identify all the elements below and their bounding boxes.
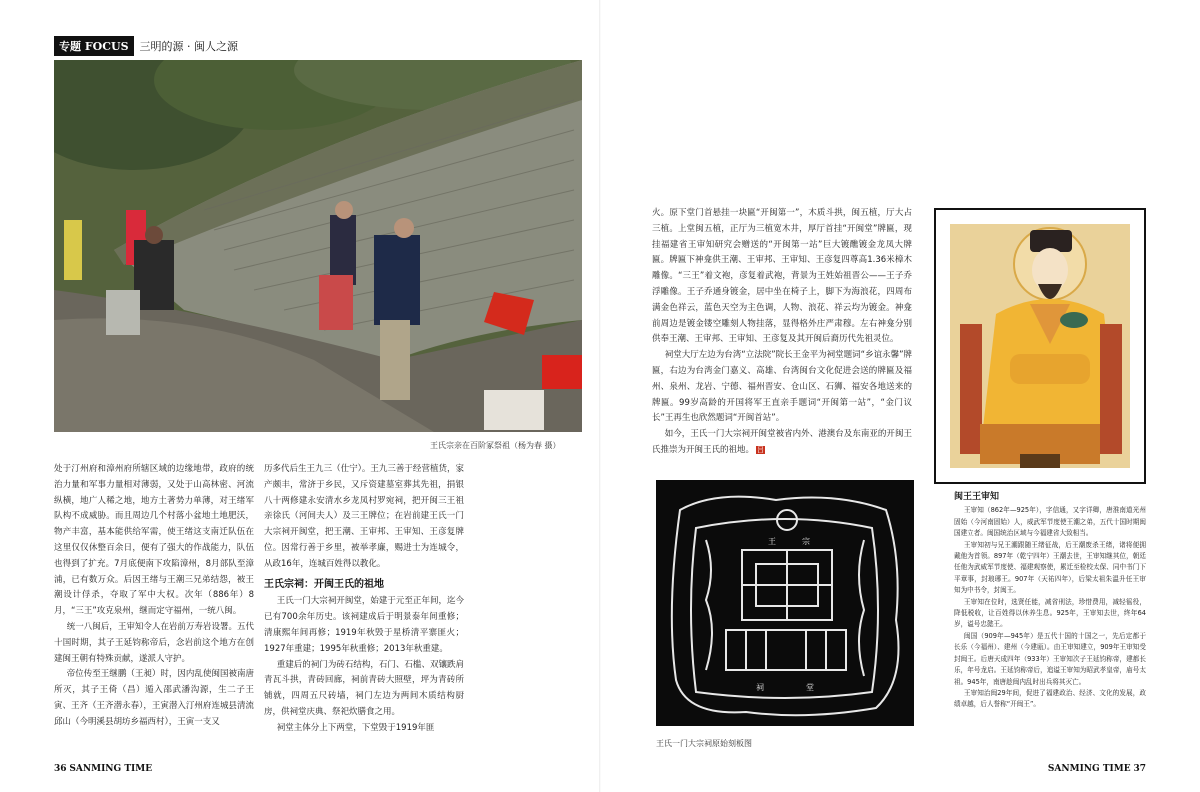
text-column-1: [54, 462, 254, 731]
ancestral-hall-woodblock-diagram: [656, 480, 914, 726]
footer-right: [1048, 764, 1146, 774]
ancestor-worship-photo: [54, 60, 582, 432]
header-title: 三明的源 · 闽人之源: [139, 40, 239, 53]
bio-paragraph: 王审知治闽29年间，促进了福建政治、经济、文化的发展，政绩卓越，后人誉称“开闽王”。: [954, 688, 1146, 709]
biography-box: [954, 492, 1146, 711]
magazine-name-left: SANMING TIME: [69, 764, 153, 774]
paragraph: 重建后的祠门为砖石结构，石门、石槛、双镶跌肩青瓦斗拱，青砖回廊，祠前青砖大照壁，坪为青砖所铺就，四周五尺砖墙，祠门左边为两间木质结构厨房，供祠堂庆典、祭祀炊膳食之用。: [264, 659, 464, 717]
paragraph: 帝位传至王继鹏（王昶）时，因内乱使闽国被南唐所灭，其子王倚（昌）遁入邵武潘沟源，生二子王寅、王齐（王齐潜永春），王寅潜入汀州府连城县清流邱山（今明溪县胡坊乡福西村），王寅一支又: [54, 669, 254, 727]
svg-text:宗: 宗: [802, 537, 810, 546]
photo-caption: 王氏宗亲在百阶冢祭祖（杨为春 摄）: [430, 441, 561, 450]
text-column-3: [652, 206, 912, 459]
paragraph: [652, 427, 912, 459]
paragraph-text: 如今，王氏一门大宗祠开闽堂被省内外、港澳台及东南亚的开闽王氏推崇为开闽王氏的祖地。: [652, 429, 912, 455]
paragraph: 祠堂主体分上下两堂，下堂毁于1919年匪: [276, 722, 435, 733]
bio-paragraph: 王审知（862年—925年），字信通，又字详卿，唐淮南道光州固始（今河南固始）人，威武军节度使王潮之弟，五代十国时期闽国建立者。闽国统治区域与今福建省大致相当。: [954, 506, 1146, 538]
header-tag: 专题 FOCUS: [54, 36, 134, 56]
paragraph: 王氏一门大宗祠开闽堂，始建于元至正年间，迄今已有700余年历史。该祠建成后于明景泰年间重修；清康熙年间再修；1919年秋毁于星桥清平寨匪火；1927年重建；1995年秋重修；2013年秋重建。: [264, 596, 464, 654]
biography-title: 闽王王审知: [954, 492, 1000, 502]
page-number-right: 37: [1133, 764, 1146, 774]
section-header: [54, 36, 238, 56]
paragraph: 历多代后生王九三（仕宁）。王九三善于经营植货，家产颇丰，常济于乡民，又斥资建墓室葬其先祖，捐银八十两修建永安清水乡龙凤村罗宛祠，把开闽三王祖亲徐氏（河间夫人）及三王牌位；在岩前建王氏一门大宗祠开闽堂，把王潮、王审邦、王审知、王彦复牌位。因常行善于乡里，被举孝廉，赐进士为连城令，从政16年，连城百姓得以教化。: [264, 464, 464, 569]
portrait-frame: [934, 208, 1146, 484]
paragraph: 祠堂大厅左边为台湾“立法院”院长王金平为祠堂题词“乡谊永馨”牌匾，右边为台湾金门嘉义、高雄、台湾闽台文化促进会送的牌匾及福州、泉州、龙岩、宁德、福州晋安、仓山区、石狮、福安各地送来的牌匾。99岁高龄的开国将军王直亲手题词“开闽第一站”，“金门议长”王再生也欣然题词“开闽首站”。: [652, 350, 912, 424]
king-portrait-image: [950, 224, 1130, 468]
section-heading: 王氏宗祠：开闽王氏的祖地: [264, 578, 384, 590]
svg-text:堂: 堂: [806, 683, 814, 692]
paragraph: 火。原下堂门首悬挂一块匾“开闽第一”，木质斗拱，闽五植，厅大占三植。上堂闽五植，正厅为三植宽木井，厚厅首挂“开闽堂”牌匾，现挂福建省王审知研究会赠送的“开闽第一站”巨大镀醮镀金龙凤大牌匾。牌匾下神龛供王潮、王审邦、王审知、王彦复四尊高1.36米樟木雕像。“三王”着文袍，彦复着武袍，背景为王姓始祖晋公——王子乔浮雕像。王子乔通身镀金，居中坐在椅子上，脚下为海浪花，四周布满金色祥云，蓝色天空为主色调，人物、浪花、祥云均为镀金。神龛前周边是镀金镂空雕刻人物挂落，显得格外庄严肃穆。左右神龛分别供奉王潮、王审邦、王审知、王彦复及其开闽后裔历代先祖灵位。: [652, 208, 912, 345]
footer-left: [54, 764, 152, 774]
end-mark: 吕: [757, 445, 765, 454]
diagram-caption: 王氏一门大宗祠原始刻板图: [656, 739, 752, 748]
spine-shadow: [599, 0, 601, 792]
bio-paragraph: 王审知在位时，选贤任能，减省刑法，珍惜费用，减轻徭役，降低税收，让百姓得以休养生息。925年，王审知去世，终年64岁，谥号忠懿王。: [954, 597, 1146, 629]
page-number-left: 36: [54, 764, 67, 774]
magazine-name-right: SANMING TIME: [1047, 764, 1131, 774]
bio-paragraph: 闽国（909年—945年）是五代十国的十国之一，先后定都于长乐（今福州）、建州（今建瓯）。由王审知建立，909年王审知受封闽王。后唐天成四年（933年）王审知次子王延钧称帝，建都长乐，年号龙启。王延钧称帝后，追谥王审知为昭武孝皇帝，庙号太祖。945年，南唐趁闽内乱时出兵将其灭亡。: [954, 631, 1146, 686]
paragraph: 统一八闽后，王审知令人在岩前万寿岩设署。五代十国时期，其子王延钧称帝后，念岩前这个地方在创建闽王朝有特殊贡献，遂派人守护。: [54, 621, 254, 664]
bio-paragraph: 王审知初与兄王潮跟随王绪征战，后王潮废杀王绪，诸将便拥戴他为首领。897年（乾宁四年）王潮去世，王审知继其位，朝廷任他为武威军节度使、福建观察使，累迁至检校太保、同中书门下平章事，封琅琊王。907年（天祐四年），后梁太祖朱温升任王审知为中书令，封闽王。: [954, 540, 1146, 595]
svg-text:王: 王: [768, 537, 776, 546]
text-column-2: [264, 462, 464, 737]
svg-text:祠: 祠: [756, 683, 764, 692]
paragraph: 处于汀州府和漳州府所辖区域的边缘地带，政府的统治力量和军事力量相对薄弱，又处于山高林密、河流纵横，地广人稀之地，地方土著势力单薄，对王绪军队构不成威胁。而且周边几个村落小盆地土地肥沃，物产丰富，基本能供给军需，使王绪这支南迁队伍在这里仅仅休整百余日，便有了强大的作战能力，队伍也得到了扩充。7月底便南下攻陷漳州，8月部队至漳浦，已有数万众。后因王绪与王潮三兄弟结怨，被王潮设计俘杀，夺取了军中大权。次年（886年）8月，“三王”攻克泉州，继而定守福州，一统八闽。: [54, 464, 254, 617]
